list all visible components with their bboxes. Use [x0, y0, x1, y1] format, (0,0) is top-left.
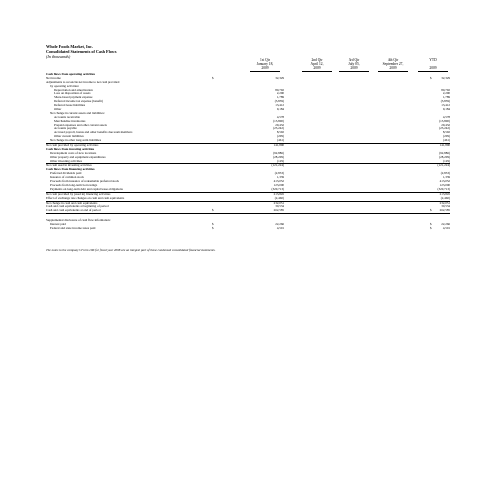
value-cell: 4,578 — [442, 114, 450, 119]
row-label: Adjustments to reconcile net income to net cash provided — [46, 79, 120, 84]
value-cell: (461) — [443, 138, 450, 143]
value-cell: (461) — [277, 138, 284, 143]
value-cell: 262,585 — [273, 208, 284, 213]
dollar-sign: $ — [212, 225, 214, 230]
table-row — [46, 227, 450, 231]
row-label: Accounts payable — [54, 126, 77, 131]
row-label: Other property and equipment expenditures — [50, 154, 106, 159]
value-cell: 22,266 — [441, 222, 450, 227]
value-cell: 29,432 — [441, 122, 450, 127]
value-cell: 1,789 — [276, 95, 284, 100]
row-label: Deferred income tax expense (benefit) — [54, 99, 104, 104]
value-cell: 232,051 — [273, 200, 284, 205]
row-label: Depreciation and amortization — [54, 87, 93, 92]
value-cell: 213,845 — [273, 191, 284, 196]
row-label: Deferred lease liabilities — [54, 103, 86, 108]
value-cell: 32,329 — [275, 75, 284, 80]
units-note: (In thousands) — [46, 54, 71, 59]
value-cell: 8,592 — [276, 130, 284, 135]
value-cell: (121,224) — [271, 163, 284, 168]
value-cell: 80,792 — [275, 87, 284, 92]
row-label: Cash flows from investing activities — [46, 146, 95, 151]
value-cell: (129) — [277, 158, 284, 163]
value-cell: 1,789 — [442, 95, 450, 100]
dollar-sign: $ — [212, 222, 214, 227]
value-cell: (92,886) — [273, 150, 284, 155]
row-label: Other current liabilities — [54, 134, 84, 139]
dollar-sign: $ — [430, 225, 432, 230]
value-cell: (2,460) — [440, 195, 450, 200]
company-name: Whole Foods Market, Inc. — [46, 44, 93, 49]
dollar-sign: $ — [430, 222, 432, 227]
value-cell: (320,713) — [271, 186, 284, 191]
value-cell: (2,460) — [274, 195, 284, 200]
row-label: Proceeds from long-term borrowings — [50, 182, 98, 187]
column-header-q1: 1st Qtr January 18, 2009 — [250, 58, 280, 72]
value-cell: 123,000 — [439, 182, 450, 187]
row-label: Supplemental disclosure of cash flow information: — [46, 218, 111, 223]
row-label: Preferred dividends paid — [50, 171, 82, 176]
value-cell: 2,290 — [276, 91, 284, 96]
value-cell: 9,184 — [442, 107, 450, 112]
column-header-q3: 3rd Qtr July 05, 2009 — [339, 58, 369, 72]
row-label: Cash and cash equivalents at end of period — [46, 208, 101, 213]
value-cell: (28,209) — [273, 154, 284, 159]
row-label: Effect of exchange rate changes on cash and cash equivalents — [46, 195, 125, 200]
value-cell: 413,052 — [273, 179, 284, 184]
value-cell: 4,501 — [276, 225, 284, 230]
value-cell: 4,501 — [442, 225, 450, 230]
row-label: Proceeds from issuance of redeemable preferred stock — [50, 179, 120, 184]
value-cell: 80,792 — [441, 87, 450, 92]
row-label: Accrued payroll, bonus and other benefits due team members — [54, 130, 133, 135]
value-cell: 213,845 — [439, 191, 450, 196]
row-label: Other investing activities — [50, 158, 83, 163]
statement-title: Consolidated Statements of Cash Flows — [46, 49, 117, 54]
row-label: Net cash used in investing activities — [46, 163, 92, 168]
dollar-sign: $ — [212, 75, 214, 80]
row-label: Net cash provided by operating activities — [46, 143, 99, 148]
value-cell: 141,890 — [273, 143, 284, 148]
row-label: Payments on long-term debt and capital lease obligations — [50, 186, 123, 191]
value-cell: (13,800) — [439, 118, 450, 123]
cash-flow-table — [46, 73, 450, 231]
column-header-q2: 2nd Qtr April 12, 2009 — [302, 58, 332, 72]
column-header-q4: 4th Qtr September 27, 2009 — [378, 58, 408, 72]
value-cell: 141,890 — [439, 143, 450, 148]
row-label: Net cash provided by (used in) financing activities — [46, 191, 111, 196]
value-cell: 13,412 — [275, 103, 284, 108]
row-label: Federal and state income taxes paid — [50, 225, 96, 230]
row-label: Net change in other long-term liabilities — [50, 138, 102, 143]
row-label: Interest paid — [50, 222, 66, 227]
row-label: Cash and cash equivalents at beginning of period — [46, 204, 109, 209]
value-cell: (23,242) — [273, 126, 284, 131]
value-cell: (129) — [443, 158, 450, 163]
value-cell: (2,833) — [440, 171, 450, 176]
row-label: Other — [54, 107, 62, 112]
value-cell: 30,534 — [441, 204, 450, 209]
row-label: by operating activities: — [50, 83, 80, 88]
row-label: Development costs of new locations — [50, 150, 97, 155]
row-label: Net change in current assets and liabilities: — [50, 110, 105, 115]
row-label: Merchandise inventories — [54, 118, 86, 123]
value-cell: (2,833) — [274, 171, 284, 176]
value-cell: 22,266 — [275, 222, 284, 227]
row-label: Cash flows from operating activities — [46, 72, 95, 76]
dollar-sign: $ — [212, 208, 214, 213]
value-cell: 8,592 — [442, 130, 450, 135]
value-cell: (209) — [443, 134, 450, 139]
row-label: Prepaid expenses and other current assets — [54, 122, 107, 127]
value-cell: (3,839) — [440, 99, 450, 104]
value-cell: (92,886) — [439, 150, 450, 155]
row-label: Net change in cash and cash equivalents — [46, 200, 98, 205]
row-label: Accounts receivable — [54, 114, 80, 119]
value-cell: 123,000 — [273, 182, 284, 187]
value-cell: 29,432 — [275, 122, 284, 127]
dollar-sign: $ — [430, 75, 432, 80]
value-cell: 1,339 — [276, 175, 284, 180]
value-cell: 2,290 — [442, 91, 450, 96]
row-label: Cash flows from financing activities — [46, 167, 95, 172]
value-cell: (121,224) — [437, 163, 450, 168]
value-cell: 262,585 — [439, 208, 450, 213]
row-label: Issuance of common stock — [50, 175, 84, 180]
row-label: Loss on disposition of assets — [54, 91, 91, 96]
column-header-ytd: YTD 2009 — [418, 58, 448, 72]
row-label: Share-based payment expense — [54, 95, 93, 100]
value-cell: 30,534 — [275, 204, 284, 209]
value-cell: 4,578 — [276, 114, 284, 119]
dollar-sign: $ — [430, 208, 432, 213]
value-cell: 32,329 — [441, 75, 450, 80]
value-cell: (13,800) — [273, 118, 284, 123]
value-cell: 1,339 — [442, 175, 450, 180]
row-label: Net income — [46, 75, 61, 80]
value-cell: 13,412 — [441, 103, 450, 108]
footnote: The notes to the company's Form 10K for fiscal year 2008 are an integral part of these condensed consolidated financial statements. — [46, 248, 216, 252]
value-cell: (3,839) — [274, 99, 284, 104]
value-cell: (28,209) — [439, 154, 450, 159]
value-cell: (209) — [277, 134, 284, 139]
value-cell: 232,051 — [439, 200, 450, 205]
value-cell: 9,184 — [276, 107, 284, 112]
value-cell: (320,713) — [437, 186, 450, 191]
value-cell: (23,242) — [439, 126, 450, 131]
value-cell: 413,052 — [439, 179, 450, 184]
